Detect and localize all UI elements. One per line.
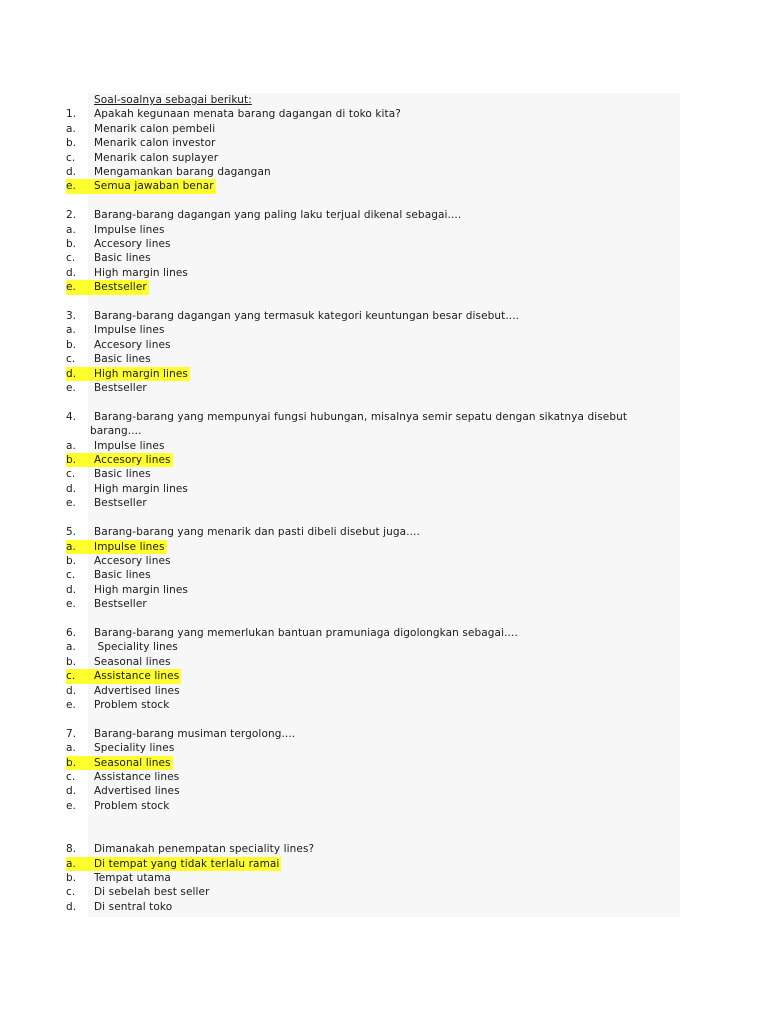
option-line xyxy=(66,568,686,582)
option-line xyxy=(66,381,686,395)
question-line xyxy=(66,727,686,741)
option-text: Basic lines xyxy=(94,468,151,481)
option xyxy=(66,871,173,885)
option-letter: b. xyxy=(66,871,77,884)
option-line xyxy=(66,655,686,669)
quiz-document xyxy=(66,93,686,914)
question-block xyxy=(66,194,686,295)
option-letter: d. xyxy=(66,367,77,380)
question-number: 4. xyxy=(66,410,77,423)
option-letter: e. xyxy=(66,180,76,193)
option-line xyxy=(66,439,686,453)
option-letter: e. xyxy=(66,698,76,711)
option xyxy=(66,770,181,784)
option-letter: e. xyxy=(66,497,76,510)
option-letter: c. xyxy=(66,468,76,481)
option-text: Assistance lines xyxy=(94,670,180,683)
option-line xyxy=(66,136,686,150)
highlighted-answer xyxy=(66,367,190,381)
question-number: 5. xyxy=(66,526,77,539)
question-block xyxy=(66,107,686,193)
option-line xyxy=(66,496,686,510)
option-line-answer xyxy=(66,756,686,770)
question-line xyxy=(66,842,686,856)
question-line-continued xyxy=(66,424,686,438)
option-line-answer xyxy=(66,857,686,871)
question-block xyxy=(66,295,686,396)
option-letter: b. xyxy=(66,655,77,668)
option-letter: b. xyxy=(66,454,77,467)
highlighted-answer xyxy=(66,756,173,770)
option xyxy=(66,338,173,352)
option-text: High margin lines xyxy=(94,583,188,596)
option-text: Seasonal lines xyxy=(94,655,171,668)
option-text: Menarik calon pembeli xyxy=(94,122,216,135)
question-line xyxy=(66,525,686,539)
option xyxy=(66,122,217,136)
option-letter: a. xyxy=(66,439,76,452)
question-text: Barang-barang yang memerlukan bantuan pramuniaga digolongkan sebagai.... xyxy=(94,627,518,639)
option-letter: d. xyxy=(66,165,77,178)
question-spacer xyxy=(66,612,686,627)
option-text: Bestseller xyxy=(94,497,147,510)
option xyxy=(66,698,171,712)
option-line xyxy=(66,352,686,366)
option-text: Di sentral toko xyxy=(94,900,173,913)
option-line xyxy=(66,900,686,914)
question-list xyxy=(66,107,686,914)
option-line xyxy=(66,799,686,813)
option-text: Impulse lines xyxy=(94,223,165,236)
option-line xyxy=(66,784,686,798)
option-text: Advertised lines xyxy=(94,785,180,798)
option-text: Bestseller xyxy=(94,281,147,294)
option-letter: d. xyxy=(66,785,77,798)
option-letter: c. xyxy=(66,353,76,366)
heading-line xyxy=(66,93,686,107)
option-letter: a. xyxy=(66,122,76,135)
option-text: Accesory lines xyxy=(94,554,171,567)
option-line xyxy=(66,165,686,179)
question-line xyxy=(66,309,686,323)
option-letter: e. xyxy=(66,598,76,611)
option-text: Speciality lines xyxy=(94,742,175,755)
option-text: Mengamankan barang dagangan xyxy=(94,165,271,178)
option xyxy=(66,352,153,366)
question-block xyxy=(66,712,686,813)
option xyxy=(66,784,182,798)
option xyxy=(66,266,190,280)
question-text: Barang-barang dagangan yang paling laku terjual dikenal sebagai.... xyxy=(94,209,462,222)
option xyxy=(66,684,182,698)
option xyxy=(66,223,167,237)
option-text: Impulse lines xyxy=(94,324,165,337)
option-text: Assistance lines xyxy=(94,771,180,784)
option xyxy=(66,568,153,582)
option-text: Menarik calon investor xyxy=(94,137,216,150)
option-line xyxy=(66,597,686,611)
question-number: 8. xyxy=(66,843,77,856)
question-block xyxy=(66,612,686,713)
option-text: Accesory lines xyxy=(94,454,171,467)
option-line-answer xyxy=(66,669,686,683)
option-line-answer xyxy=(66,179,686,193)
option xyxy=(66,467,153,481)
option-text: Problem stock xyxy=(94,698,170,711)
option-line xyxy=(66,467,686,481)
option-line xyxy=(66,554,686,568)
option-line-answer xyxy=(66,280,686,294)
question-line xyxy=(66,626,686,640)
option-text: High margin lines xyxy=(94,482,188,495)
option-text: High margin lines xyxy=(94,266,188,279)
option-letter: d. xyxy=(66,684,77,697)
question-block xyxy=(66,511,686,612)
option-letter: d. xyxy=(66,482,77,495)
option-text: High margin lines xyxy=(94,367,188,380)
option-letter: d. xyxy=(66,583,77,596)
option-letter: c. xyxy=(66,151,76,164)
option-line-answer xyxy=(66,540,686,554)
option-letter: b. xyxy=(66,338,77,351)
option-text: Di sebelah best seller xyxy=(94,886,210,899)
option-line-answer xyxy=(66,453,686,467)
question-number: 7. xyxy=(66,727,77,740)
option-letter: b. xyxy=(66,756,77,769)
option xyxy=(66,237,173,251)
option-line xyxy=(66,583,686,597)
option-letter: c. xyxy=(66,569,76,582)
option-line xyxy=(66,684,686,698)
question-text: Barang-barang yang mempunyai fungsi hubungan, misalnya semir sepatu dengan sikatnya disebut xyxy=(94,410,628,423)
option-line xyxy=(66,266,686,280)
option-line xyxy=(66,323,686,337)
option-letter: c. xyxy=(66,670,76,683)
option-text: Bestseller xyxy=(94,598,147,611)
option-line xyxy=(66,741,686,755)
option-text: Basic lines xyxy=(94,252,151,265)
option xyxy=(66,482,190,496)
option-line xyxy=(66,338,686,352)
option-text: Di tempat yang tidak terlalu ramai xyxy=(94,857,280,870)
option-line xyxy=(66,698,686,712)
highlighted-answer xyxy=(66,453,173,467)
option-letter: c. xyxy=(66,252,76,265)
option-line xyxy=(66,223,686,237)
option xyxy=(66,583,190,597)
option-text: Bestseller xyxy=(94,382,147,395)
option-letter: a. xyxy=(66,540,76,553)
question-text: Barang-barang dagangan yang termasuk kategori keuntungan besar disebut.... xyxy=(94,310,520,323)
option-letter: d. xyxy=(66,900,77,913)
option xyxy=(66,381,149,395)
question-text-continued: barang.... xyxy=(90,425,142,438)
question-spacer xyxy=(66,194,686,209)
option-text: Speciality lines xyxy=(94,641,178,654)
question-line xyxy=(66,410,686,424)
option xyxy=(66,885,212,899)
question-block xyxy=(66,813,686,914)
option-text: Impulse lines xyxy=(94,540,165,553)
highlighted-answer xyxy=(66,540,167,554)
option xyxy=(66,741,176,755)
option-line xyxy=(66,871,686,885)
option xyxy=(66,597,149,611)
option-letter: a. xyxy=(66,324,76,337)
question-text: Barang-barang yang menarik dan pasti dibeli disebut juga.... xyxy=(94,526,420,539)
option xyxy=(66,799,171,813)
question-number: 3. xyxy=(66,310,77,323)
option xyxy=(66,640,180,654)
question-spacer xyxy=(66,813,686,842)
option xyxy=(66,151,220,165)
option-letter: e. xyxy=(66,382,76,395)
option-text: Seasonal lines xyxy=(94,756,171,769)
option-letter: a. xyxy=(66,742,76,755)
question-spacer xyxy=(66,712,686,727)
option-line xyxy=(66,770,686,784)
highlighted-answer xyxy=(66,280,149,294)
option-letter: a. xyxy=(66,857,76,870)
option xyxy=(66,439,167,453)
option-letter: c. xyxy=(66,886,76,899)
option-letter: b. xyxy=(66,554,77,567)
question-spacer xyxy=(66,395,686,410)
option-letter: c. xyxy=(66,771,76,784)
quiz-heading: Soal-soalnya sebagai berikut: xyxy=(94,94,252,106)
option-text: Problem stock xyxy=(94,799,170,812)
highlighted-answer xyxy=(66,179,216,193)
option xyxy=(66,136,218,150)
option-line xyxy=(66,122,686,136)
option-line-answer xyxy=(66,367,686,381)
option-line xyxy=(66,640,686,654)
question-number: 1. xyxy=(66,108,77,121)
option xyxy=(66,655,173,669)
option-text: Advertised lines xyxy=(94,684,180,697)
option-letter: e. xyxy=(66,799,76,812)
option-line xyxy=(66,251,686,265)
option-line xyxy=(66,237,686,251)
option-letter: d. xyxy=(66,266,77,279)
question-text: Dimanakah penempatan speciality lines? xyxy=(94,843,315,856)
question-text: Barang-barang musiman tergolong.... xyxy=(94,727,296,740)
option-text: Impulse lines xyxy=(94,439,165,452)
option-letter: b. xyxy=(66,238,77,251)
option-letter: e. xyxy=(66,281,76,294)
option-line xyxy=(66,885,686,899)
option-letter: a. xyxy=(66,641,76,654)
question-spacer xyxy=(66,511,686,526)
option xyxy=(66,165,273,179)
question-line xyxy=(66,107,686,121)
option xyxy=(66,554,173,568)
question-spacer xyxy=(66,295,686,310)
question-block xyxy=(66,395,686,510)
option-text: Menarik calon suplayer xyxy=(94,151,219,164)
option xyxy=(66,251,153,265)
option-text: Tempat utama xyxy=(94,871,171,884)
question-text: Apakah kegunaan menata barang dagangan di toko kita? xyxy=(94,108,401,121)
highlighted-answer xyxy=(66,857,281,871)
option-letter: b. xyxy=(66,137,77,150)
question-line xyxy=(66,208,686,222)
option xyxy=(66,900,174,914)
option-text: Basic lines xyxy=(94,569,151,582)
question-number: 6. xyxy=(66,627,77,639)
option-line xyxy=(66,151,686,165)
option-text: Semua jawaban benar xyxy=(94,180,214,193)
option xyxy=(66,323,167,337)
option-text: Basic lines xyxy=(94,353,151,366)
option xyxy=(66,496,149,510)
option-line xyxy=(66,482,686,496)
option-letter: a. xyxy=(66,223,76,236)
option-text: Accesory lines xyxy=(94,238,171,251)
highlighted-answer xyxy=(66,669,181,683)
option-text: Accesory lines xyxy=(94,338,171,351)
question-number: 2. xyxy=(66,209,77,222)
